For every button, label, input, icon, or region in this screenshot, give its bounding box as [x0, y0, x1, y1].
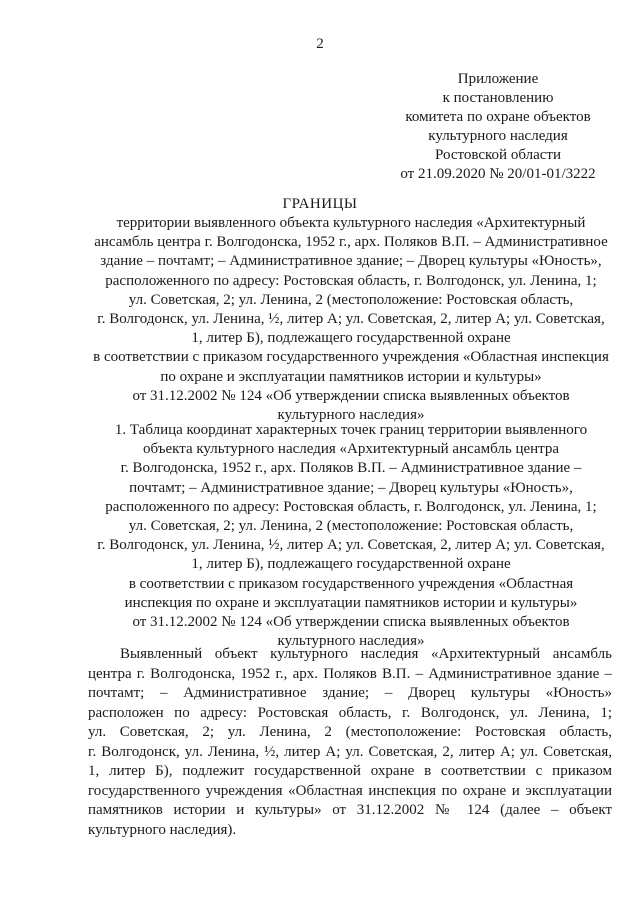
- appendix-line: от 21.09.2020 № 20/01-01/3222: [400, 166, 596, 182]
- paragraph-line: г. Волгодонск, ул. Ленина, ½, литер А; ул. Советская, 2, литер А; ул. Советская,: [88, 743, 612, 760]
- territory-line: в соответствии с приказом государственного учреждения «Областная инспекция: [93, 349, 609, 366]
- paragraph-line: ул. Советская, 2; ул. Ленина, 2 (местоположение: Ростовская область,: [88, 724, 612, 740]
- table-heading-line: почтамт; – Административное здание; – Дворец культуры «Юность»,: [129, 479, 573, 496]
- paragraph-line: центра г. Волгодонска, 1952 г., арх. Поляков В.П. – Административное здание –: [88, 665, 612, 682]
- territory-line: здание – почтамт; – Административное здание; – Дворец культуры «Юность»,: [100, 253, 602, 270]
- appendix-block: [388, 70, 608, 184]
- table-heading-line: объекта культурного наследия «Архитектурный ансамбль центра: [142, 441, 560, 458]
- table-heading-line: г. Волгодонск, ул. Ленина, ½, литер А; ул. Советская, 2, литер А; ул. Советская,: [97, 537, 605, 554]
- table-heading-line: в соответствии с приказом государственного учреждения «Областная: [128, 575, 574, 592]
- page-number: 2: [316, 36, 324, 52]
- table-heading-line: 1, литер Б), подлежащего государственной охране: [191, 556, 511, 573]
- table-heading-line: инспекция по охране и эксплуатации памятников истории и культуры»: [124, 594, 578, 611]
- paragraph-line: расположен по адресу: Ростовская область, г. Волгодонск, ул. Ленина, 1;: [88, 704, 612, 721]
- territory-line: ансамбль центра г. Волгодонска, 1952 г., арх. Поляков В.П. – Административное: [94, 234, 608, 251]
- coordinates-table-heading: [88, 421, 614, 651]
- territory-line: по охране и эксплуатации памятников истории и культуры»: [160, 368, 542, 385]
- appendix-line: комитета по охране объектов: [405, 109, 591, 125]
- paragraph-line: почтамт; – Административное здание; – Дворец культуры «Юность»: [88, 685, 612, 701]
- appendix-line: к постановлению: [442, 90, 554, 106]
- paragraph-line: Выявленный объект культурного наследия «Архитектурный ансамбль: [120, 646, 612, 662]
- appendix-line: культурного наследия: [428, 128, 568, 144]
- table-heading-line: г. Волгодонска, 1952 г., арх. Поляков В.П. – Административное здание –: [120, 460, 582, 477]
- territory-line: культурного наследия»: [277, 407, 425, 424]
- territory-line: 1, литер Б), подлежащего государственной охране: [191, 330, 511, 347]
- body-paragraph: [88, 645, 612, 840]
- territory-description: [88, 214, 614, 425]
- table-heading-line: ул. Советская, 2; ул. Ленина, 2 (местоположение: Ростовская область,: [128, 518, 574, 535]
- document-title: ГРАНИЦЫ: [282, 196, 358, 212]
- paragraph-line: государственного учреждения «Областная инспекция по охране и эксплуатации: [88, 782, 612, 799]
- territory-line: ул. Советская, 2; ул. Ленина, 2 (местоположение: Ростовская область,: [128, 291, 574, 308]
- territory-line: от 31.12.2002 № 124 «Об утверждении списка выявленных объектов: [132, 387, 570, 404]
- territory-line: расположенного по адресу: Ростовская область, г. Волгодонск, ул. Ленина, 1;: [105, 272, 597, 289]
- appendix-line: Ростовской области: [435, 147, 561, 163]
- table-heading-line: расположенного по адресу: Ростовская область, г. Волгодонск, ул. Ленина, 1;: [105, 498, 597, 515]
- territory-line: территории выявленного объекта культурного наследия «Архитектурный: [116, 215, 586, 231]
- territory-line: г. Волгодонск, ул. Ленина, ½, литер А; ул. Советская, 2, литер А; ул. Советская,: [97, 311, 605, 328]
- appendix-line: Приложение: [457, 71, 539, 87]
- paragraph-line: 1, литер Б), подлежит государственной охране в соответствии с приказом: [88, 763, 612, 779]
- table-heading-line: 1. Таблица координат характерных точек границ территории выявленного: [114, 422, 588, 438]
- paragraph-line: культурного наследия).: [88, 821, 237, 838]
- table-heading-line: от 31.12.2002 № 124 «Об утверждении списка выявленных объектов: [132, 614, 570, 631]
- table-heading-line: культурного наследия»: [277, 633, 425, 650]
- paragraph-line: памятников истории и культуры» от 31.12.2002 № 124 (далее – объект: [88, 802, 612, 818]
